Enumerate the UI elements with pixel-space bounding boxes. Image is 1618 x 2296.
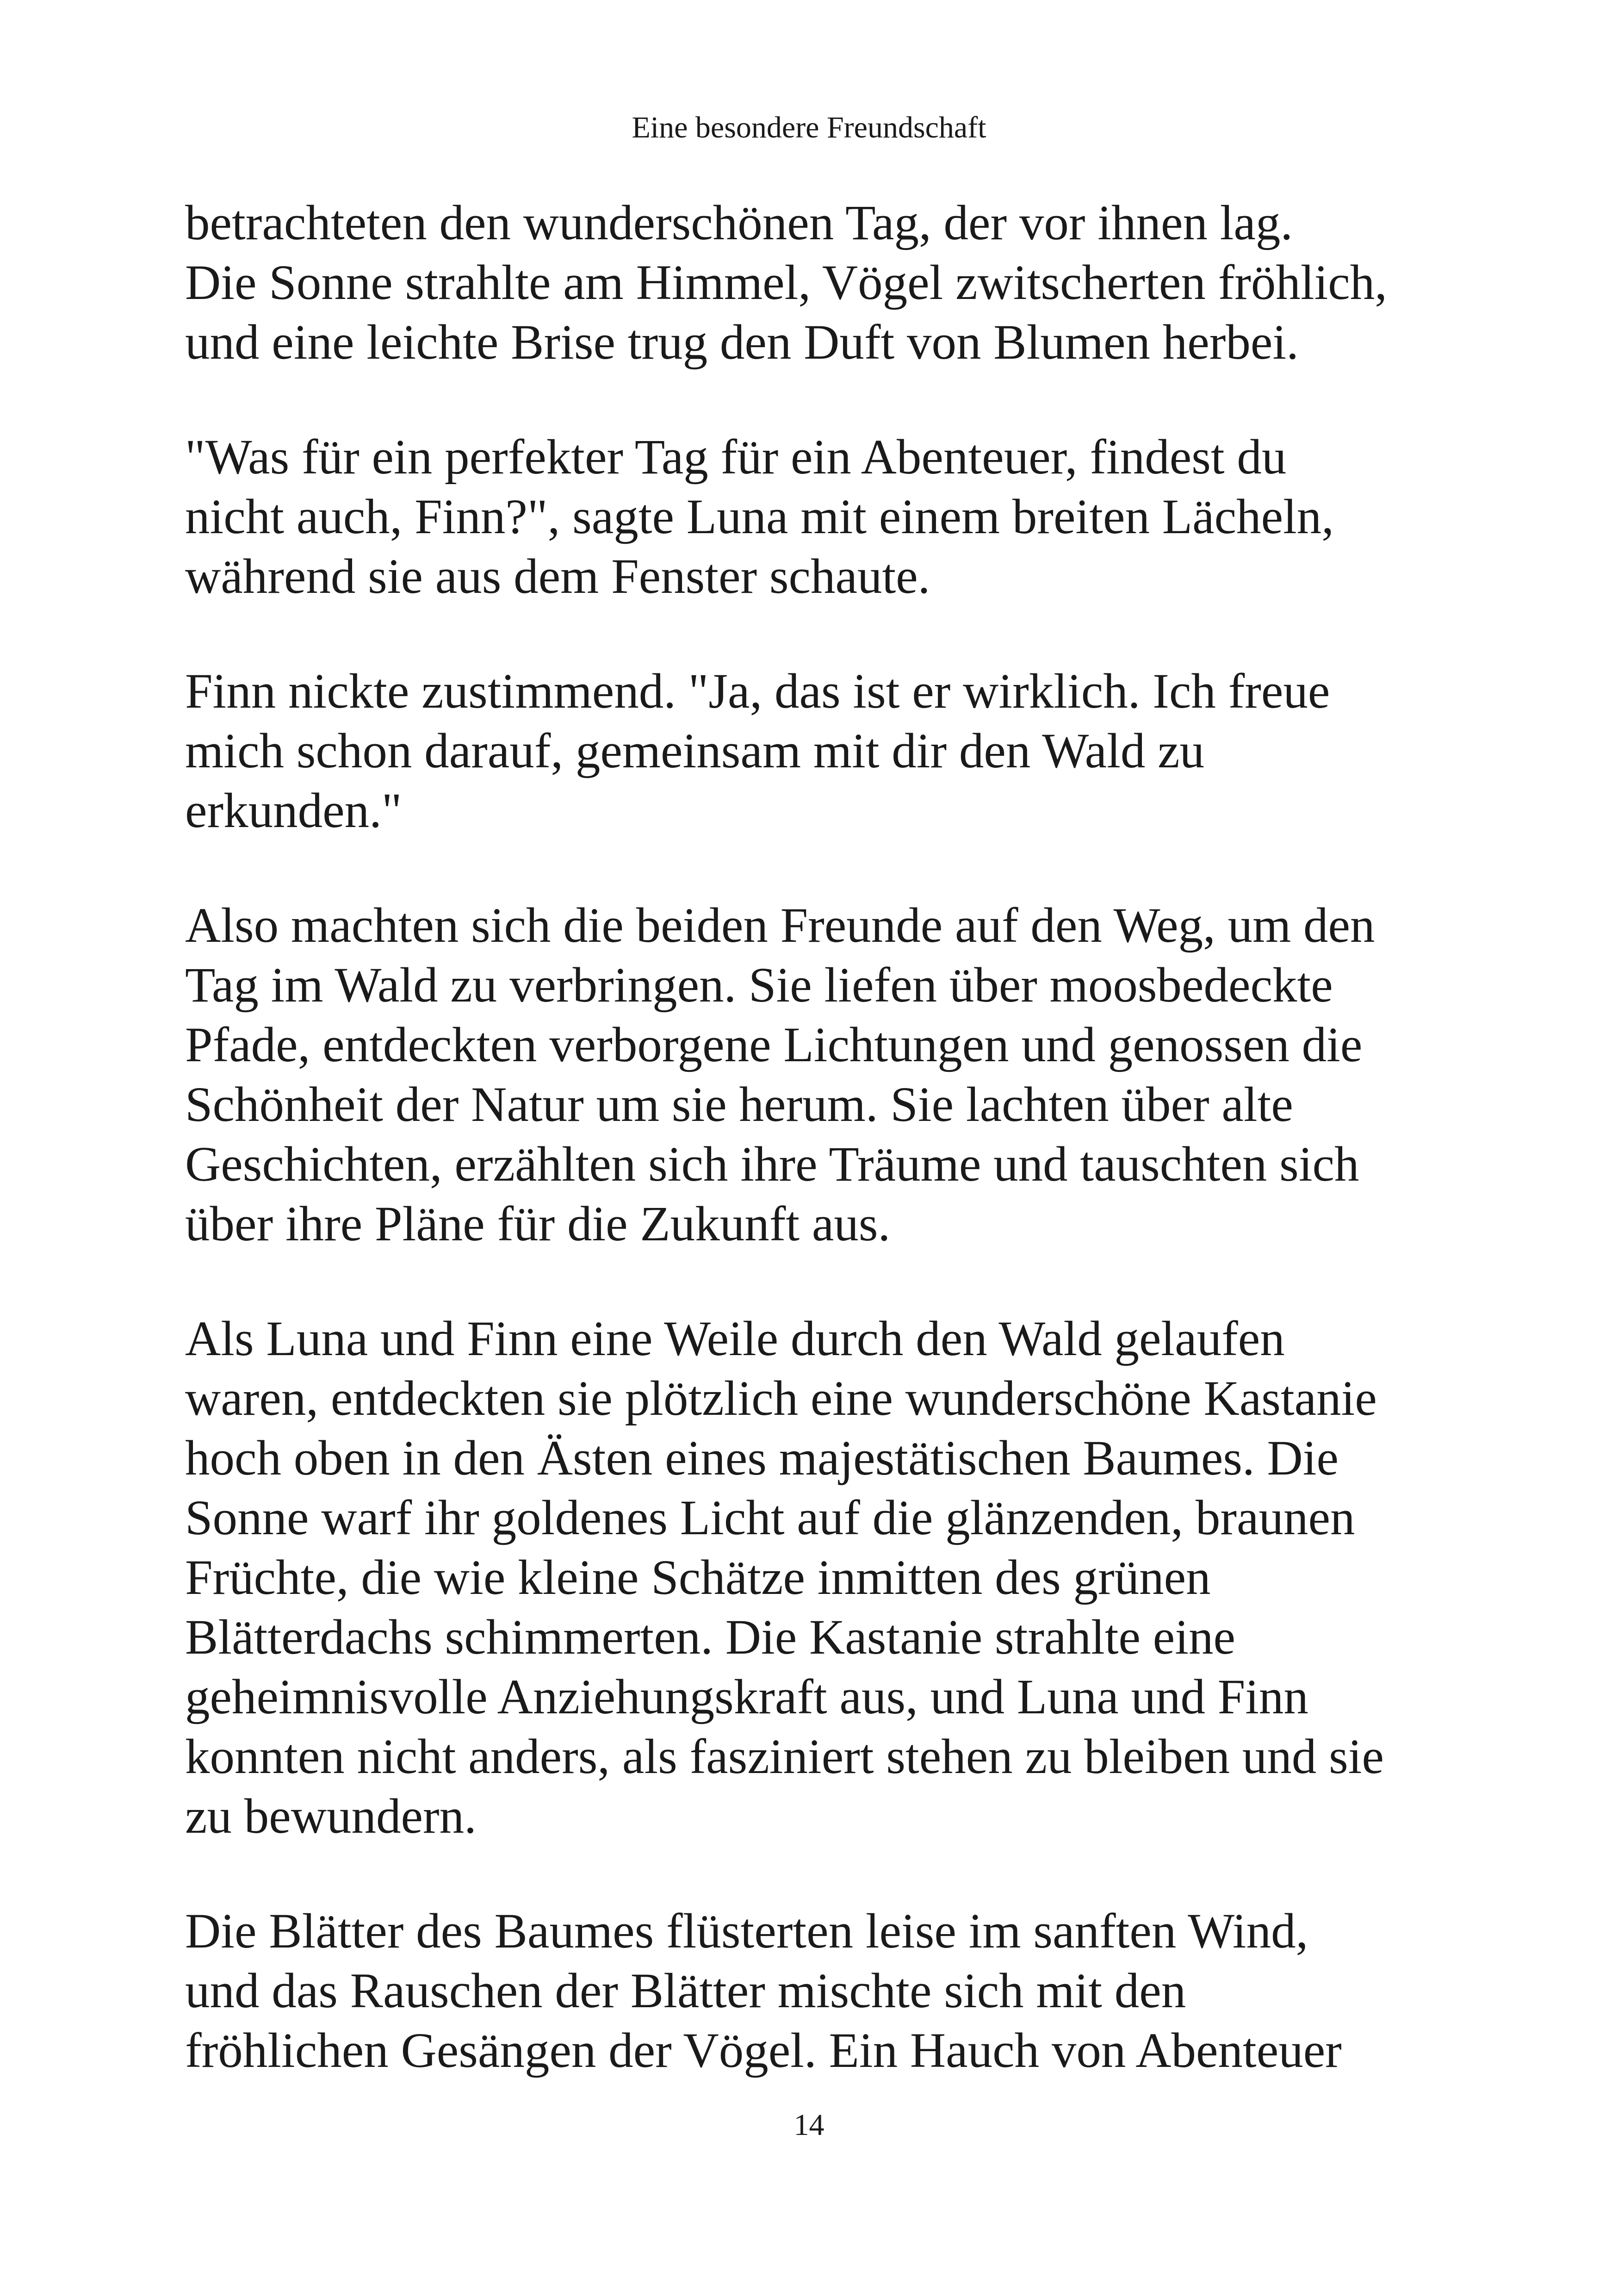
text-line: Schönheit der Natur um sie herum. Sie lachten über alte xyxy=(185,1077,1293,1132)
text-line: und das Rauschen der Blätter mischte sich mit den xyxy=(185,1964,1186,2018)
page-number: 14 xyxy=(794,2108,824,2142)
text-line: betrachteten den wunderschönen Tag, der vor ihnen lag. xyxy=(185,196,1293,250)
text-line: waren, entdeckten sie plötzlich eine wunderschöne Kastanie xyxy=(185,1371,1377,1426)
text-line: Die Sonne strahlte am Himmel, Vögel zwitscherten fröhlich, xyxy=(185,255,1388,310)
text-line: Also machten sich die beiden Freunde auf den Weg, um den xyxy=(185,898,1375,953)
text-line: fröhlichen Gesängen der Vögel. Ein Hauch von Abenteuer xyxy=(185,2023,1342,2078)
text-line: über ihre Pläne für die Zukunft aus. xyxy=(185,1197,891,1251)
text-line: Blätterdachs schimmerten. Die Kastanie strahlte eine xyxy=(185,1610,1235,1665)
paragraph xyxy=(185,1309,1444,1847)
text-line: Die Blätter des Baumes flüsterten leise im sanften Wind, xyxy=(185,1904,1308,1959)
paragraph xyxy=(185,1902,1444,2081)
paragraph xyxy=(185,662,1444,841)
paragraph xyxy=(185,896,1444,1254)
text-line: Tag im Wald zu verbringen. Sie liefen über moosbedeckte xyxy=(185,958,1333,1013)
text-line: und eine leichte Brise trug den Duft von Blumen herbei. xyxy=(185,315,1299,370)
text-line: Früchte, die wie kleine Schätze inmitten des grünen xyxy=(185,1550,1211,1605)
text-line: zu bewundern. xyxy=(185,1789,477,1844)
text-line: während sie aus dem Fenster schaute. xyxy=(185,549,930,604)
text-line: Finn nickte zustimmend. "Ja, das ist er wirklich. Ich freue xyxy=(185,664,1330,719)
text-line: Als Luna und Finn eine Weile durch den Wald gelaufen xyxy=(185,1312,1285,1366)
paragraph xyxy=(185,193,1444,373)
text-line: Geschichten, erzählten sich ihre Träume und tauschten sich xyxy=(185,1137,1359,1192)
text-line: geheimnisvolle Anziehungskraft aus, und Luna und Finn xyxy=(185,1670,1308,1724)
text-line: nicht auch, Finn?", sagte Luna mit einem breiten Lächeln, xyxy=(185,490,1334,544)
running-header: Eine besondere Freundschaft xyxy=(632,111,986,144)
body-text xyxy=(185,193,1444,2136)
text-line: mich schon darauf, gemeinsam mit dir den Wald zu xyxy=(185,724,1205,778)
text-line: erkunden." xyxy=(185,784,402,838)
text-line: konnten nicht anders, als fasziniert stehen zu bleiben und sie xyxy=(185,1730,1384,1784)
text-line: Pfade, entdeckten verborgene Lichtungen und genossen die xyxy=(185,1018,1363,1072)
text-line: "Was für ein perfekter Tag für ein Abenteuer, findest du xyxy=(185,430,1287,485)
text-line: Sonne warf ihr goldenes Licht auf die glänzenden, braunen xyxy=(185,1491,1355,1545)
text-line: hoch oben in den Ästen eines majestätischen Baumes. Die xyxy=(185,1431,1339,1486)
paragraph xyxy=(185,428,1444,607)
